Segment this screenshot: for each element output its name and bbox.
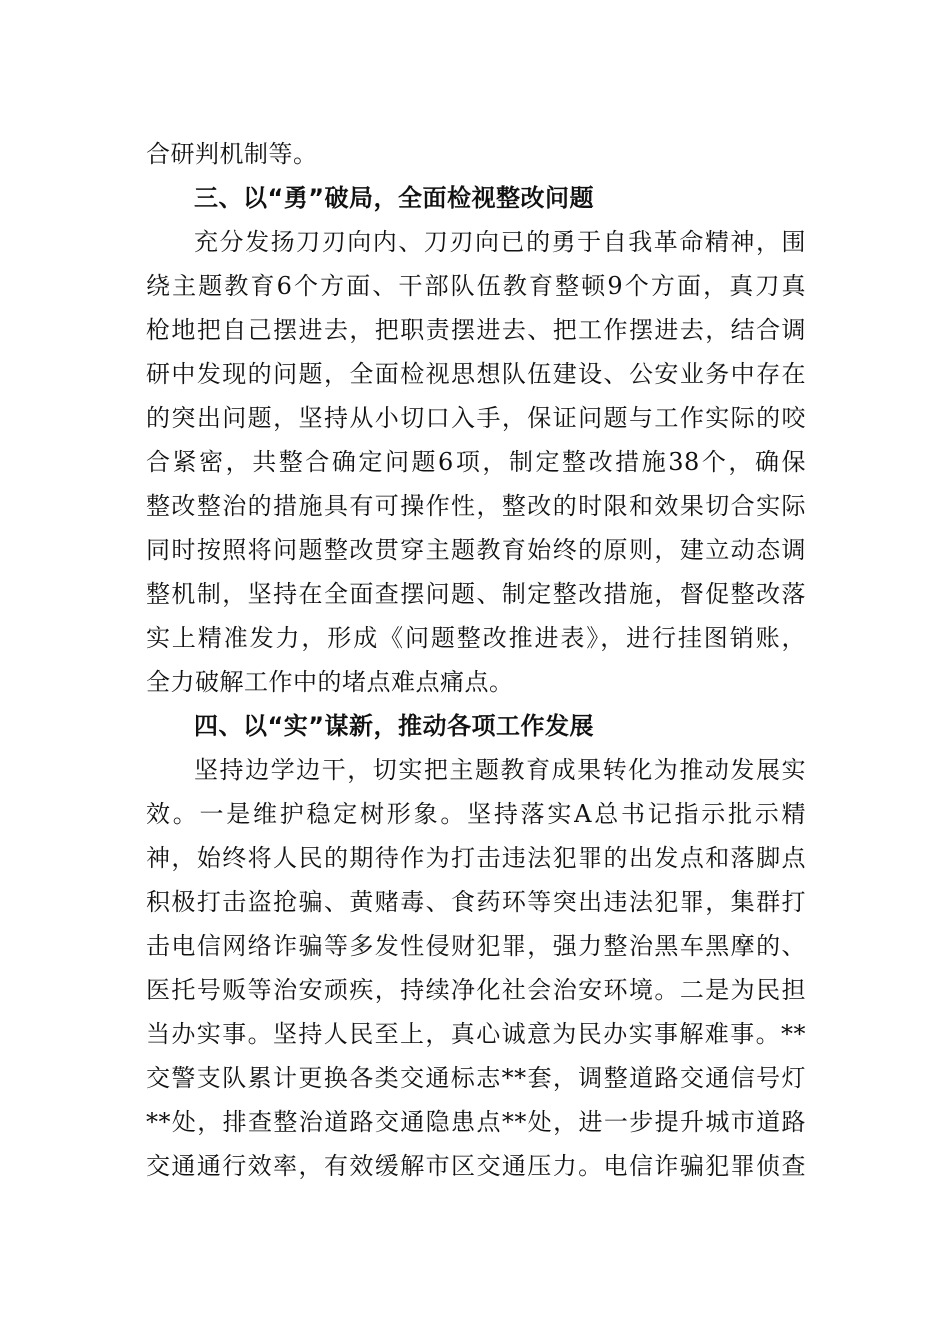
paragraph-line: 充分发扬刀刃向内、刀刃向已的勇于自我革命精神，围 (194, 228, 806, 256)
paragraph-line: 绕主题教育6个方面、干部队伍教育整顿9个方面，真刀真 (146, 272, 806, 300)
paragraph-line: 击电信网络诈骗等多发性侵财犯罪，强力整治黑车黑摩的、 (146, 932, 806, 960)
paragraph-line: 神，始终将人民的期待作为打击违法犯罪的出发点和落脚点 (146, 844, 806, 872)
paragraph-line: 实上精准发力，形成《问题整改推进表》，进行挂图销账， (146, 624, 806, 652)
section-heading: 四、以“实”谋新，推动各项工作发展 (194, 712, 595, 740)
paragraph-line: 医托号贩等治安顽疾，持续净化社会治安环境。二是为民担 (146, 976, 806, 1004)
paragraph-line: 研中发现的问题，全面检视思想队伍建设、公安业务中存在 (146, 360, 806, 388)
paragraph-line: 积极打击盗抢骗、黄赌毒、食药环等突出违法犯罪，集群打 (146, 888, 806, 916)
paragraph-line: 效。一是维护稳定树形象。坚持落实A总书记指示批示精 (146, 800, 806, 828)
paragraph-line: 整机制，坚持在全面查摆问题、制定整改措施，督促整改落 (146, 580, 806, 608)
section-heading: 三、以“勇”破局，全面检视整改问题 (194, 184, 595, 212)
paragraph-line: 交通通行效率，有效缓解市区交通压力。电信诈骗犯罪侦查 (146, 1152, 806, 1180)
paragraph-line: 整改整治的措施具有可操作性，整改的时限和效果切合实际 (146, 492, 806, 520)
paragraph-line: 交警支队累计更换各类交通标志**套，调整道路交通信号灯 (146, 1064, 806, 1092)
paragraph-line: 坚持边学边干，切实把主题教育成果转化为推动发展实 (194, 756, 806, 784)
paragraph-line: 当办实事。坚持人民至上，真心诚意为民办实事解难事。** (146, 1020, 806, 1048)
paragraph-line: 的突出问题，坚持从小切口入手，保证问题与工作实际的咬 (146, 404, 806, 432)
document-body (146, 132, 806, 1188)
paragraph-line: **处，排查整治道路交通隐患点**处，进一步提升城市道路 (146, 1108, 806, 1136)
paragraph-line: 同时按照将问题整改贯穿主题教育始终的原则，建立动态调 (146, 536, 806, 564)
paragraph-line: 合紧密，共整合确定问题6项，制定整改措施38个，确保 (146, 448, 806, 476)
paragraph-line: 枪地把自己摆进去，把职责摆进去、把工作摆进去，结合调 (146, 316, 806, 344)
paragraph-line: 全力破解工作中的堵点难点痛点。 (146, 668, 514, 696)
paragraph-line: 合研判机制等。 (146, 140, 318, 168)
